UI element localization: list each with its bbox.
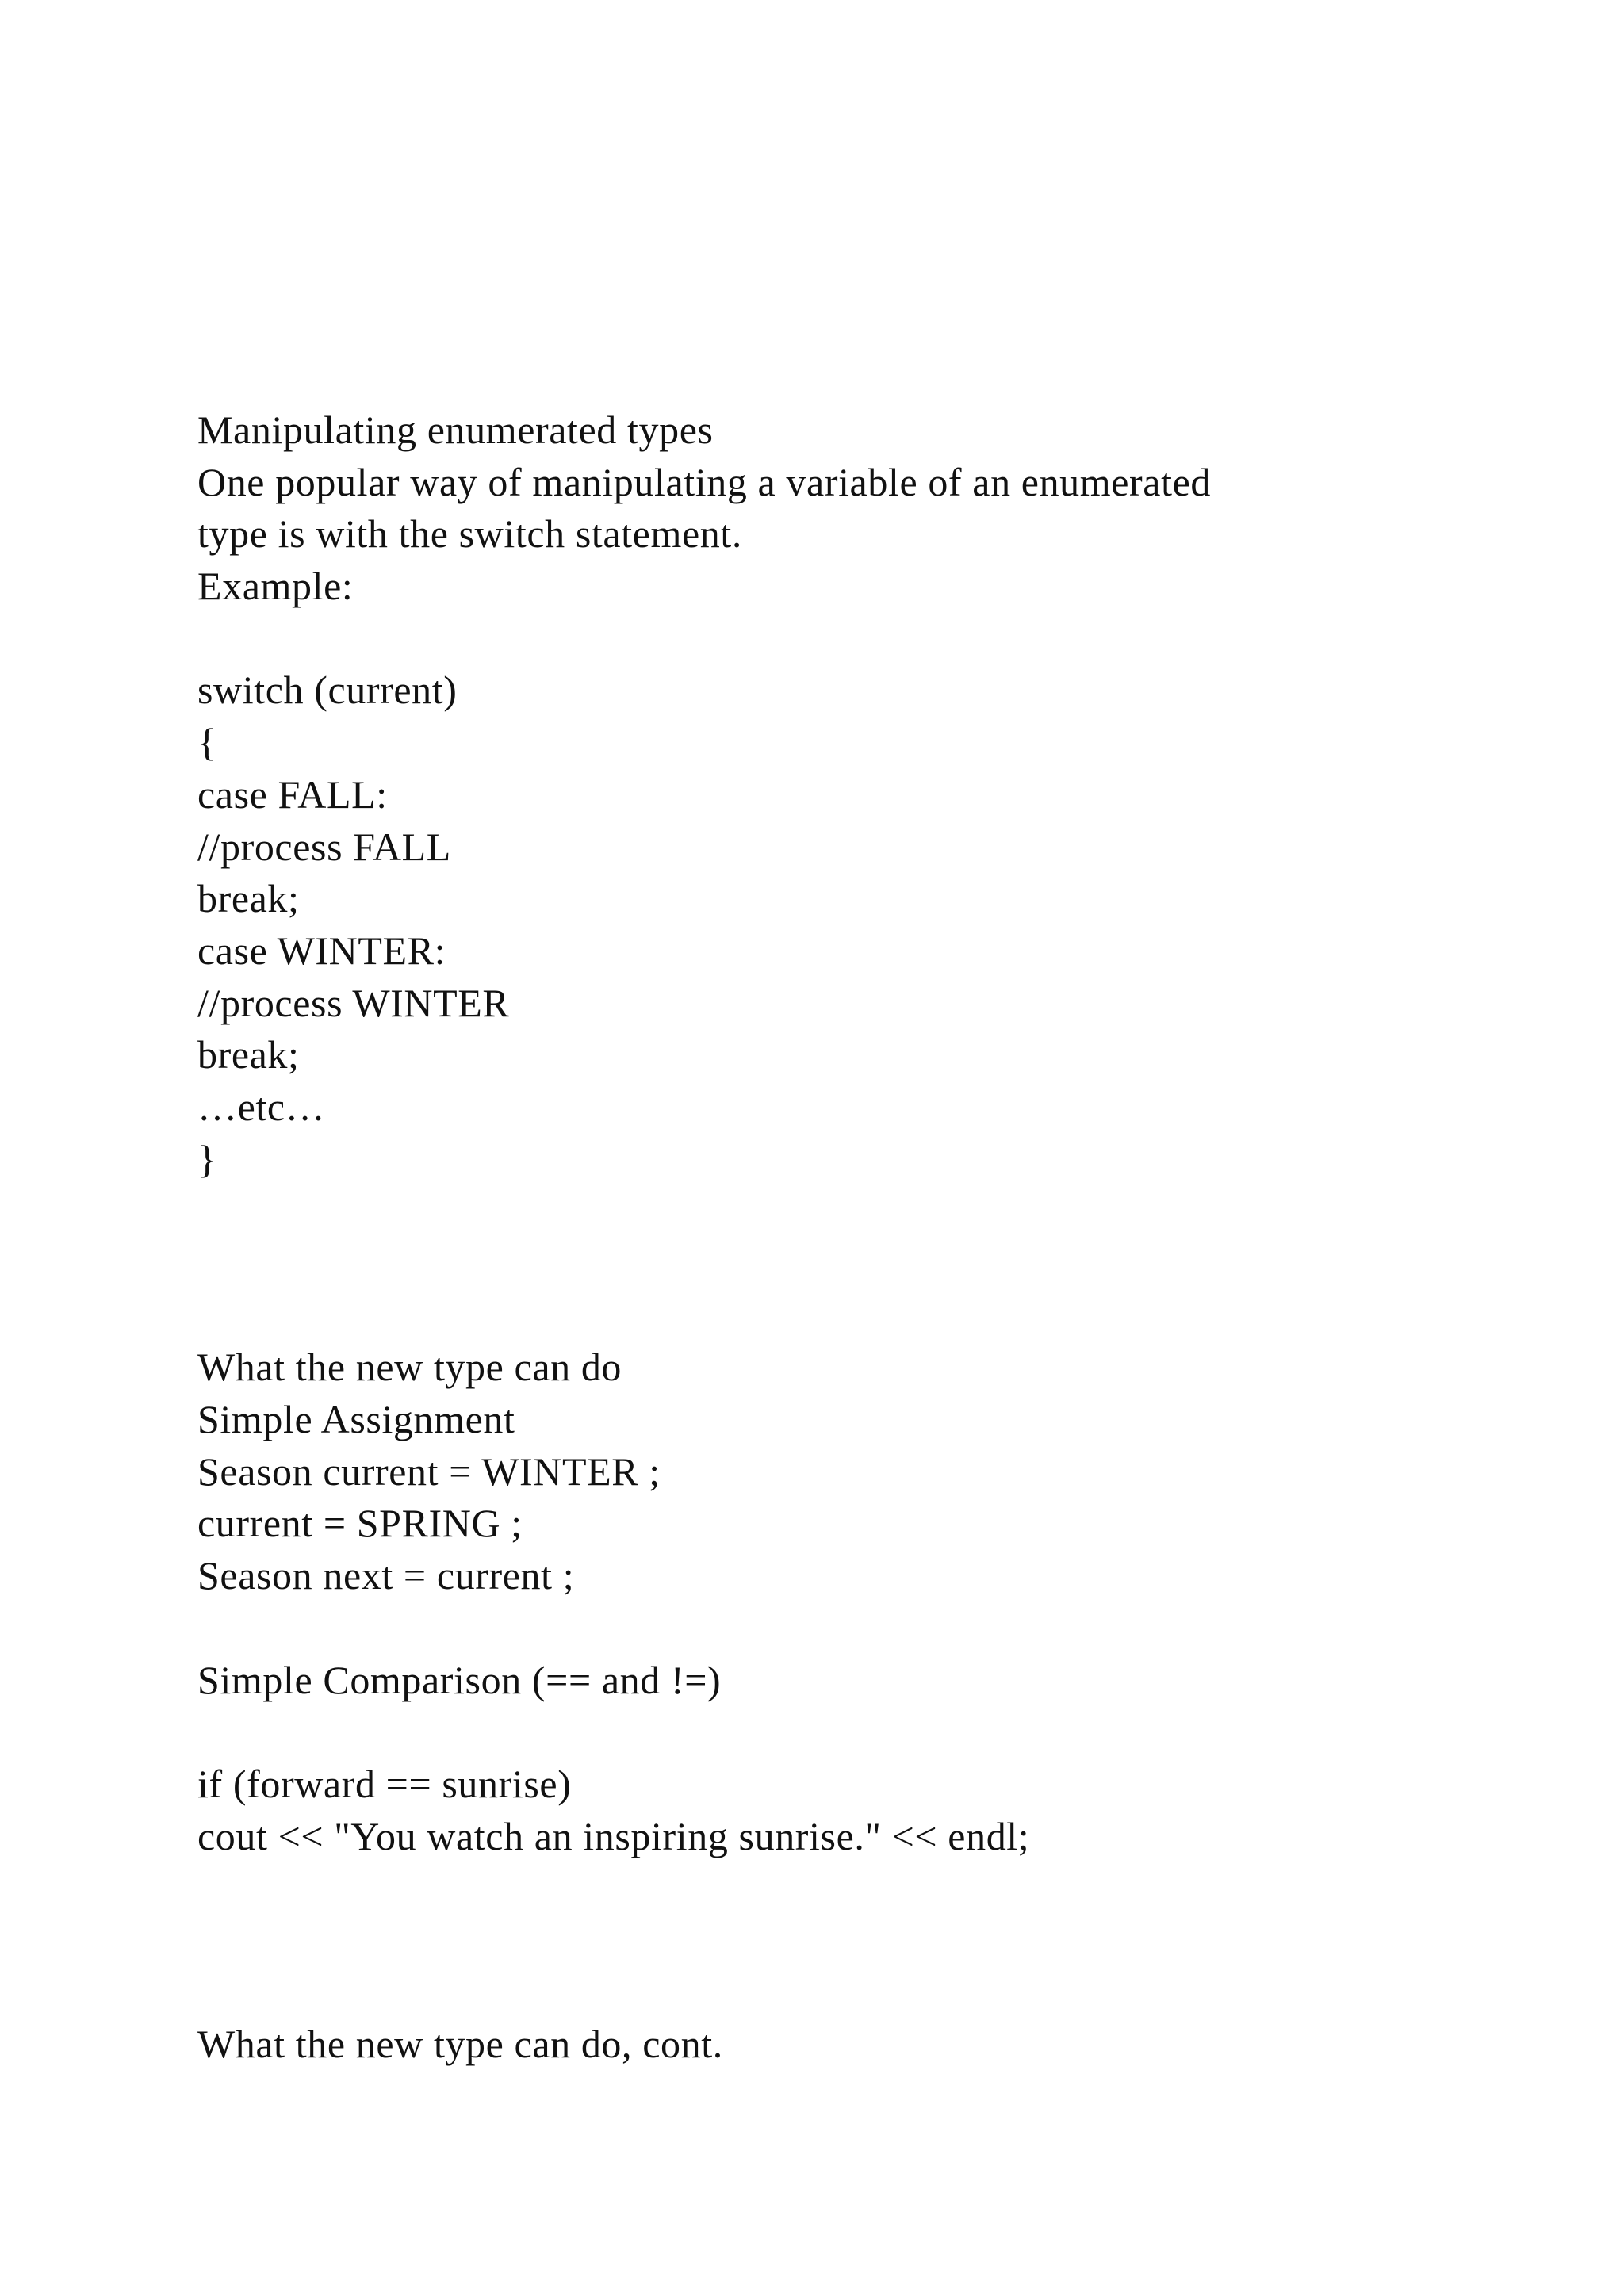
section-heading: Manipulating enumerated types (197, 408, 714, 452)
code-line: break; (197, 876, 300, 921)
code-line: } (197, 1136, 217, 1181)
code-line: { (197, 720, 217, 765)
code-line: current = SPRING ; (197, 1501, 523, 1546)
paragraph-line: type is with the switch statement. (197, 511, 742, 557)
blank-line (197, 1602, 1545, 1655)
blank-line (197, 1238, 1545, 1290)
blank-line (197, 1915, 1545, 1967)
code-line: Season current = WINTER ; (197, 1448, 661, 1494)
example-label: Example: (197, 564, 354, 609)
code-line: Season next = current ; (197, 1553, 575, 1598)
code-line: break; (197, 1032, 300, 1077)
code-line: switch (current) (197, 668, 458, 713)
section-heading: What the new type can do, cont. (197, 2022, 723, 2067)
blank-line (197, 1862, 1545, 1915)
code-line: //process FALL (197, 824, 451, 869)
subheading: Simple Assignment (197, 1397, 515, 1442)
code-line: case FALL: (197, 771, 388, 817)
blank-line (197, 613, 1545, 665)
code-line: …etc… (197, 1084, 326, 1129)
section-heading: What the new type can do (197, 1345, 622, 1390)
paragraph-line: One popular way of manipulating a variable of an enumerated (197, 459, 1211, 504)
code-line: cout << "You watch an inspiring sunrise." << endl; (197, 1813, 1030, 1858)
code-line: case WINTER: (197, 928, 446, 973)
code-line: //process WINTER (197, 980, 510, 1025)
blank-line (197, 1706, 1545, 1758)
subheading: Simple Comparison (== and !=) (197, 1657, 722, 1702)
blank-line (197, 1185, 1545, 1238)
blank-line (197, 1290, 1545, 1342)
blank-line (197, 1967, 1545, 2019)
document-body (197, 404, 1545, 2071)
code-line: if (forward == sunrise) (197, 1761, 572, 1806)
